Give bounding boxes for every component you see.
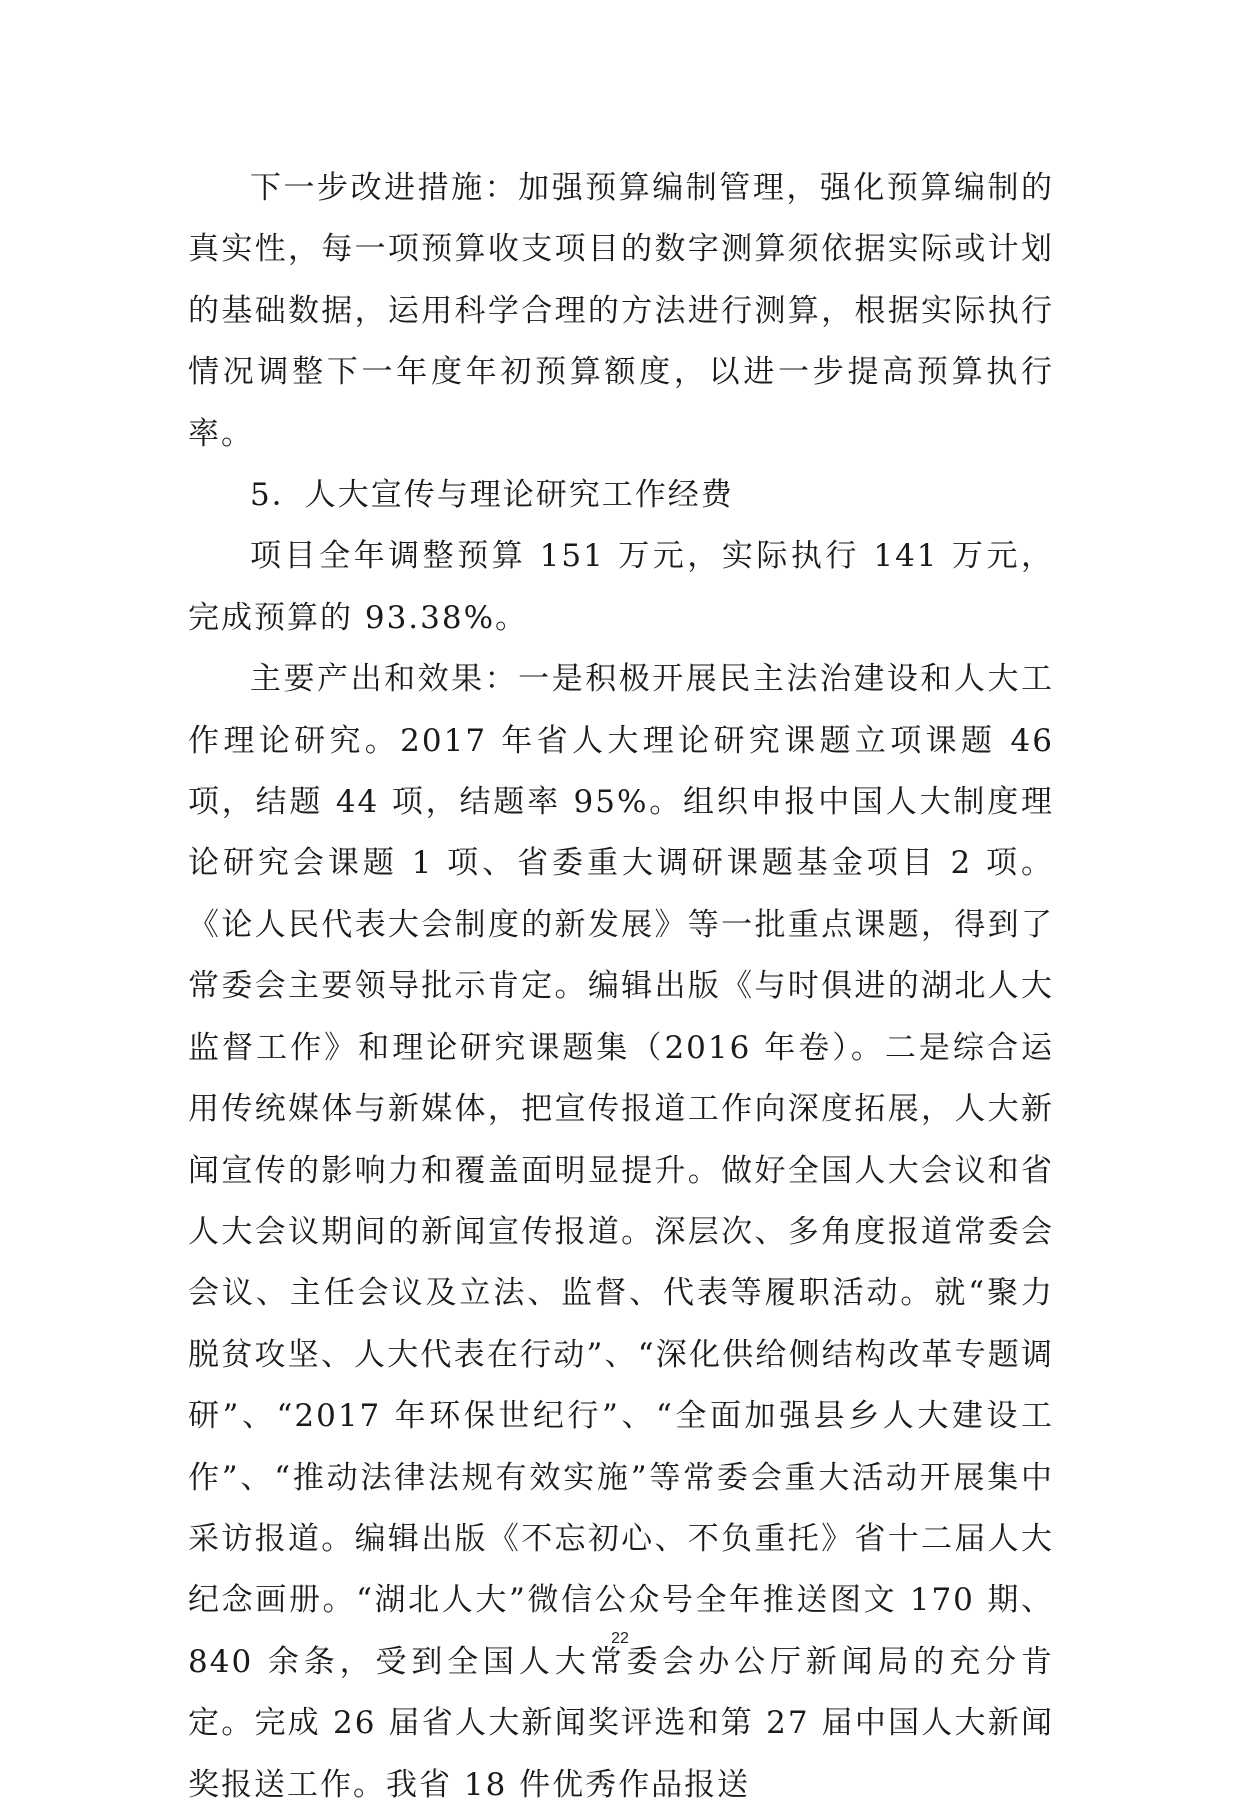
- paragraph-improvement-measures: 下一步改进措施：加强预算编制管理，强化预算编制的真实性，每一项预算收支项目的数字测算须依据实际或计划的基础数据，运用科学合理的方法进行测算，根据实际执行情况调整下一年度年初预算额度，以进一步提高预算执行率。: [188, 170, 1054, 452]
- paragraph-outputs-effects: 主要产出和效果：一是积极开展民主法治建设和人大工作理论研究。2017 年省人大理论研究课题立项课题 46 项，结题 44 项，结题率 95%。组织申报中国人大制度理论研究会课题 1 项、省委重大调研课题基金项目 2 项。《论人民代表大会制度的新发展》等一批重点课题，得到了常委会主要领导批示肯定。编辑出版《与时俱进的湖北人大监督工作》和理论研究课题集（2016 年卷）。二是综合运用传统媒体与新媒体，把宣传报道工作向深度拓展，人大新闻宣传的影响力和覆盖面明显提升。做好全国人大会议和省人大会议期间的新闻宣传报道。深层次、多角度报道常委会会议、主任会议及立法、监督、代表等履职活动。就“聚力脱贫攻坚、人大代表在行动”、“深化供给侧结构改革专题调研”、“2017 年环保世纪行”、“全面加强县乡人大建设工作”、“推动法律法规有效实施”等常委会重大活动开展集中采访报道。编辑出版《不忘初心、不负重托》省十二届人大纪念画册。“湖北人大”微信公众号全年推送图文 170 期、840 余条，受到全国人大常委会办公厅新闻局的充分肯定。完成 26 届省人大新闻奖评选和第 27 届中国人大新闻奖报送工作。我省 18 件优秀作品报送: [188, 661, 1054, 1803]
- paragraph-budget: 项目全年调整预算 151 万元，实际执行 141 万元，完成预算的 93.38%。: [188, 538, 1054, 636]
- section-heading: 5．人大宣传与理论研究工作经费: [250, 477, 734, 514]
- document-body: [188, 158, 1054, 1816]
- page-number: 22: [611, 1630, 629, 1647]
